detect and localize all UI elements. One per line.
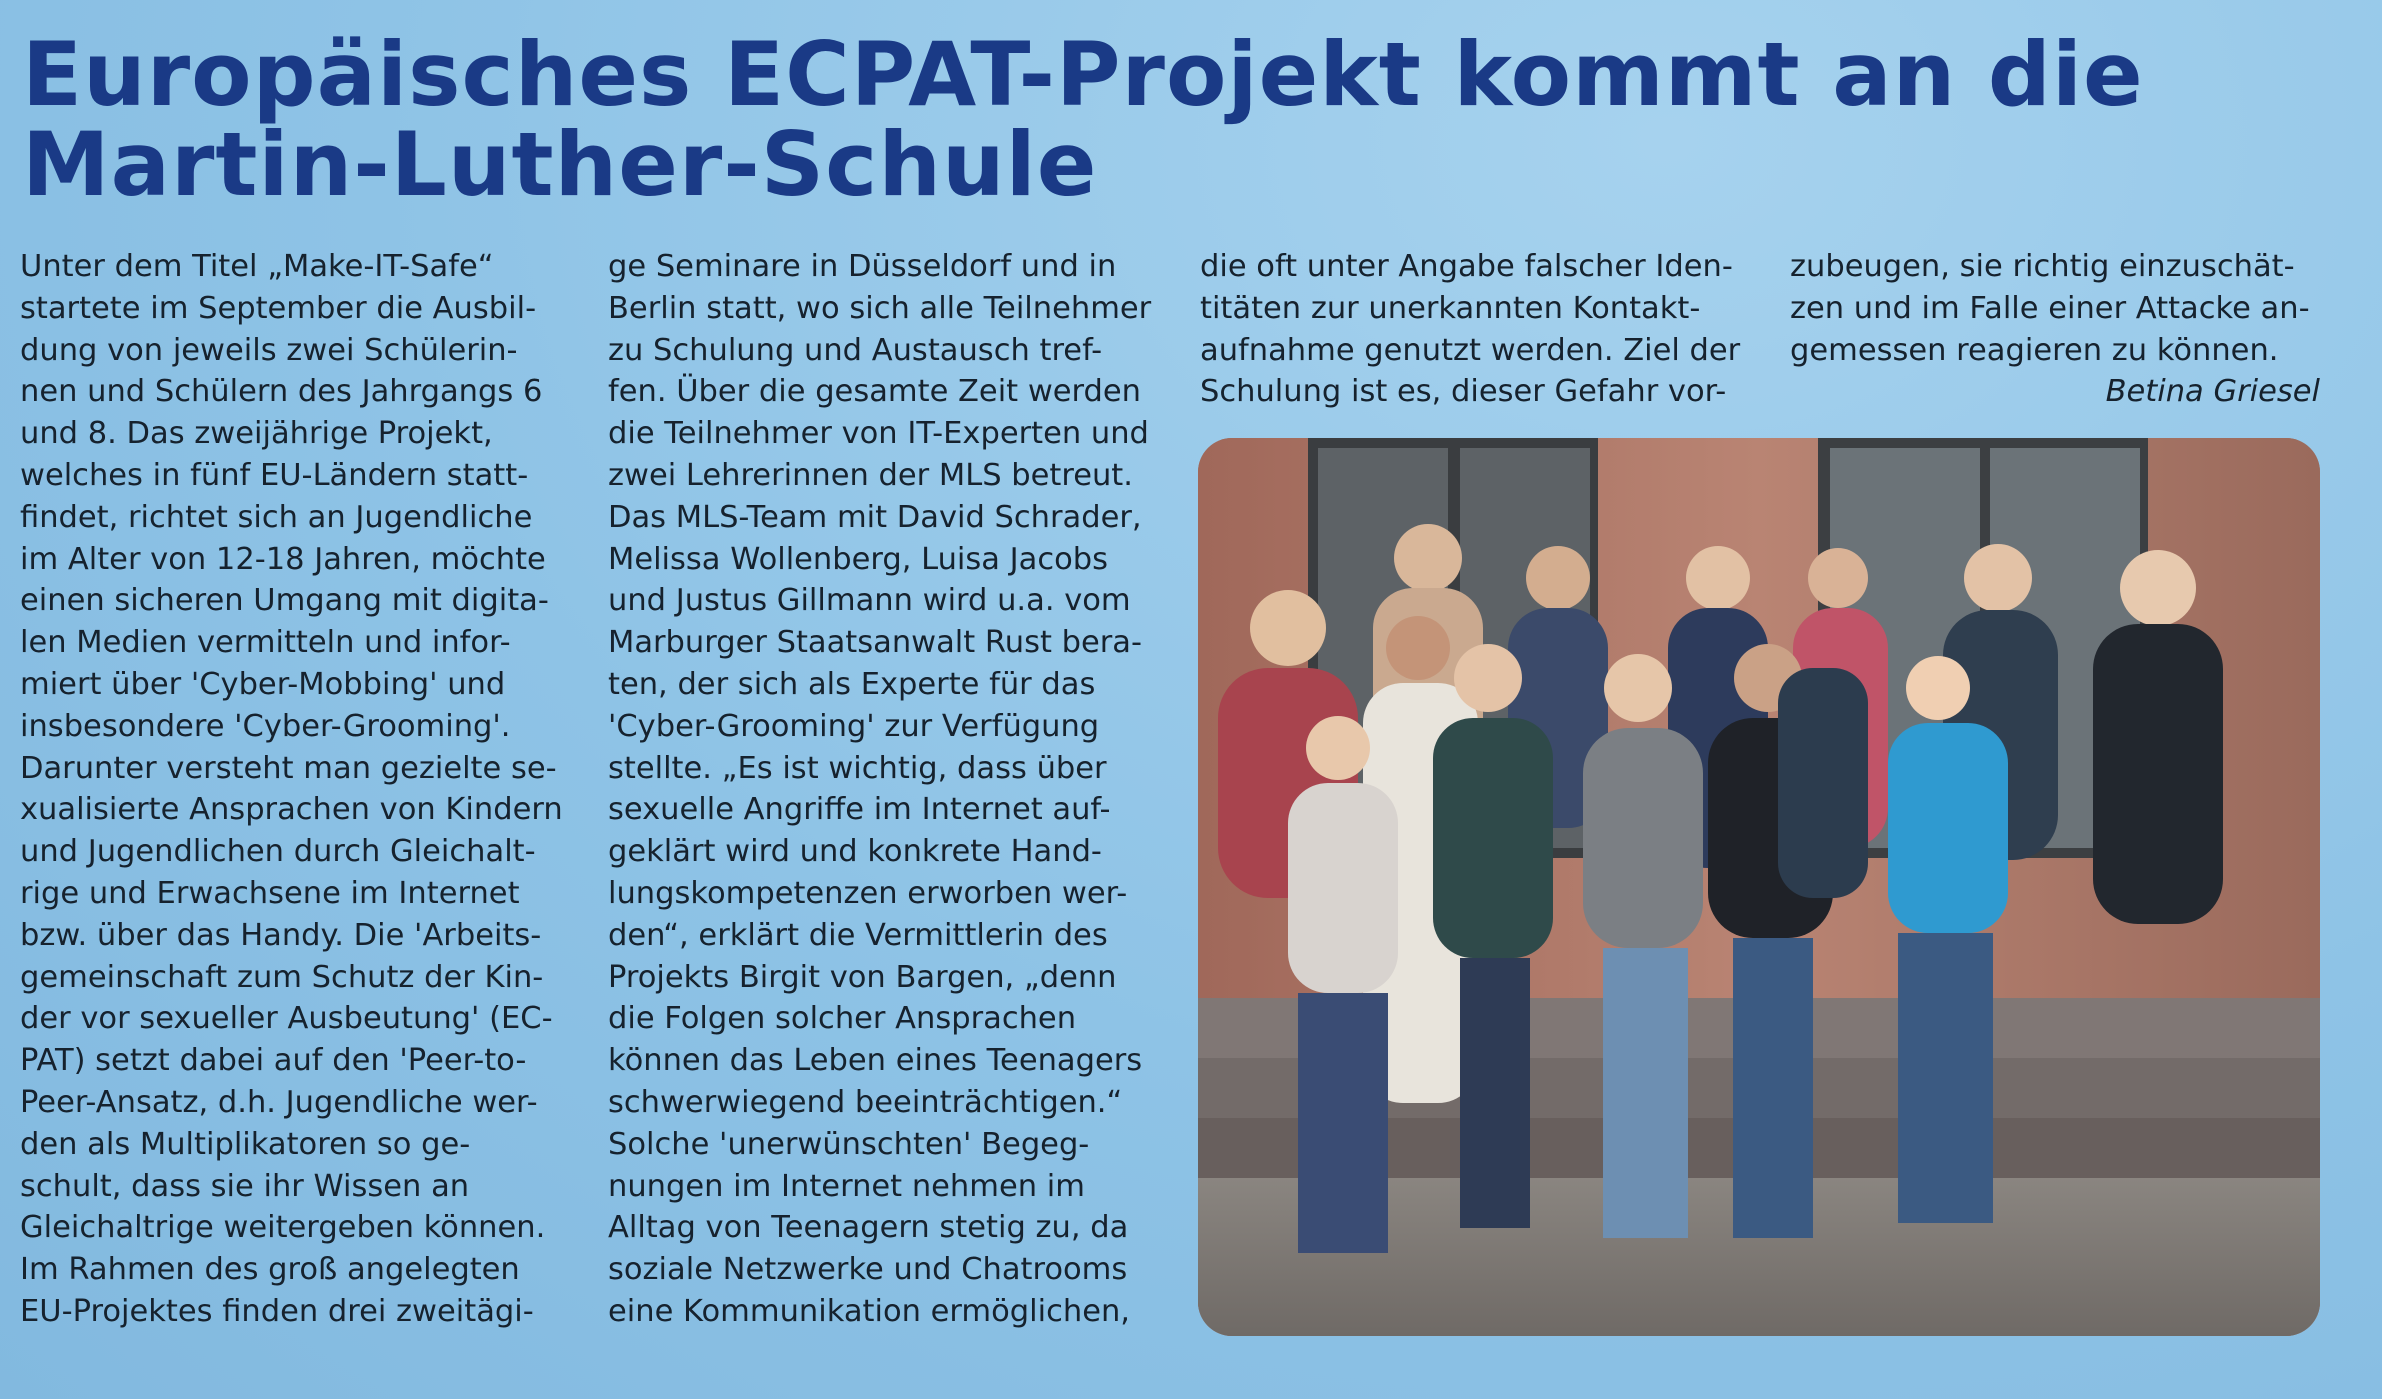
- article-line: startete im September die Ausbil-: [20, 290, 537, 326]
- article-line: aufnahme genutzt werden. Ziel der: [1200, 332, 1741, 368]
- article-line: stellte. „Es ist wichtig, dass über: [608, 750, 1107, 786]
- article-line: Gleichaltrige weitergeben können.: [20, 1210, 546, 1246]
- article-line: titäten zur unerkannten Kontakt-: [1200, 290, 1701, 326]
- article-line: ge Seminare in Düsseldorf und in: [608, 249, 1117, 284]
- article-line: insbesondere 'Cyber-Grooming'.: [20, 708, 511, 744]
- article-line: Melissa Wollenberg, Luisa Jacobs: [608, 541, 1109, 577]
- article-line: rige und Erwachsene im Internet: [20, 875, 520, 911]
- article-column-2: [608, 246, 1151, 1333]
- article-line: einen sicheren Umgang mit digita-: [20, 583, 549, 619]
- article-line: EU-Projektes finden drei zweitägi-: [20, 1293, 534, 1329]
- author-byline: Betina Griesel: [2105, 374, 2320, 410]
- article-line: den“, erklärt die Vermittlerin des: [608, 917, 1108, 953]
- article-line: fen. Über die gesamte Zeit werden: [608, 374, 1141, 410]
- article-line: nungen im Internet nehmen im: [608, 1168, 1085, 1204]
- article-column-3: [1200, 246, 1740, 413]
- article-line: zubeugen, sie richtig einzuschät-: [1790, 249, 2295, 284]
- article-line: welches in fünf EU-Ländern statt-: [20, 457, 529, 493]
- article-line: ten, der sich als Experte für das: [608, 666, 1096, 702]
- article-line: im Alter von 12-18 Jahren, möchte: [20, 541, 546, 577]
- article-line: dung von jeweils zwei Schülerin-: [20, 332, 518, 368]
- article-line: schwerwiegend beeinträchtigen.“: [608, 1084, 1123, 1120]
- article-line: xualisierte Ansprachen von Kindern: [20, 792, 563, 828]
- article-line: sexuelle Angriffe im Internet auf-: [608, 792, 1111, 828]
- article-line: Marburger Staatsanwalt Rust bera-: [608, 625, 1142, 661]
- article-line: geklärt wird und konkrete Hand-: [608, 834, 1102, 870]
- article-line: Berlin statt, wo sich alle Teilnehmer: [608, 290, 1152, 326]
- article-line: PAT) setzt dabei auf den 'Peer-to-: [20, 1043, 527, 1079]
- article-line: die oft unter Angabe falscher Iden-: [1200, 249, 1733, 284]
- article-line: zwei Lehrerinnen der MLS betreut.: [608, 457, 1133, 493]
- article-line: gemessen reagieren zu können.: [1790, 332, 2279, 368]
- article-line: soziale Netzwerke und Chatrooms: [608, 1252, 1128, 1288]
- article-line: bzw. über das Handy. Die 'Arbeits-: [20, 917, 542, 953]
- article-line: zu Schulung und Austausch tref-: [608, 332, 1103, 368]
- article-line: den als Multiplikatoren so ge-: [20, 1126, 471, 1162]
- article-line: findet, richtet sich an Jugendliche: [20, 499, 533, 535]
- article-line: und Jugendlichen durch Gleichalt-: [20, 834, 536, 870]
- article-line: lungskompetenzen erworben wer-: [608, 875, 1128, 911]
- article-line: Solche 'unerwünschten' Begeg-: [608, 1126, 1090, 1162]
- group-photo-illustration: [1198, 438, 2320, 1336]
- article-line: Alltag von Teenagern stetig zu, da: [608, 1210, 1129, 1246]
- article-line: schult, dass sie ihr Wissen an: [20, 1168, 470, 1204]
- article-line: Schulung ist es, dieser Gefahr vor-: [1200, 374, 1727, 410]
- article-line: Peer-Ansatz, d.h. Jugendliche wer-: [20, 1084, 538, 1120]
- article-line: und 8. Das zweijährige Projekt,: [20, 416, 493, 452]
- headline-line-2: Martin-Luther-Schule: [22, 113, 1098, 216]
- article-column-4: [1790, 246, 2320, 413]
- article-line: die Teilnehmer von IT-Experten und: [608, 416, 1149, 452]
- article-line: Unter dem Titel „Make-IT-Safe“: [20, 249, 494, 284]
- article-headline: [22, 23, 2352, 216]
- article-line: gemeinschaft zum Schutz der Kin-: [20, 959, 544, 995]
- article-line: Projekts Birgit von Bargen, „denn: [608, 959, 1117, 995]
- article-line: Das MLS-Team mit David Schrader,: [608, 499, 1142, 535]
- article-line: 'Cyber-Grooming' zur Verfügung: [608, 708, 1100, 744]
- article-line: Im Rahmen des groß angelegten: [20, 1252, 520, 1288]
- article-column-1: [20, 246, 563, 1333]
- article-line: nen und Schülern des Jahrgangs 6: [20, 374, 543, 410]
- article-line: der vor sexueller Ausbeutung' (EC-: [20, 1001, 553, 1037]
- article-line: Darunter versteht man gezielte se-: [20, 750, 557, 786]
- article-line: eine Kommunikation ermöglichen,: [608, 1293, 1130, 1329]
- article-line: len Medien vermitteln und infor-: [20, 625, 511, 661]
- article-line: können das Leben eines Teenagers: [608, 1043, 1143, 1079]
- article-line: zen und im Falle einer Attacke an-: [1790, 290, 2310, 326]
- headline-line-1: Europäisches ECPAT-Projekt kommt an die: [22, 23, 2144, 126]
- group-photo: [1198, 438, 2320, 1336]
- article-line: miert über 'Cyber-Mobbing' und: [20, 666, 506, 702]
- article-line: die Folgen solcher Ansprachen: [608, 1001, 1077, 1037]
- article-line: und Justus Gillmann wird u.a. vom: [608, 583, 1131, 619]
